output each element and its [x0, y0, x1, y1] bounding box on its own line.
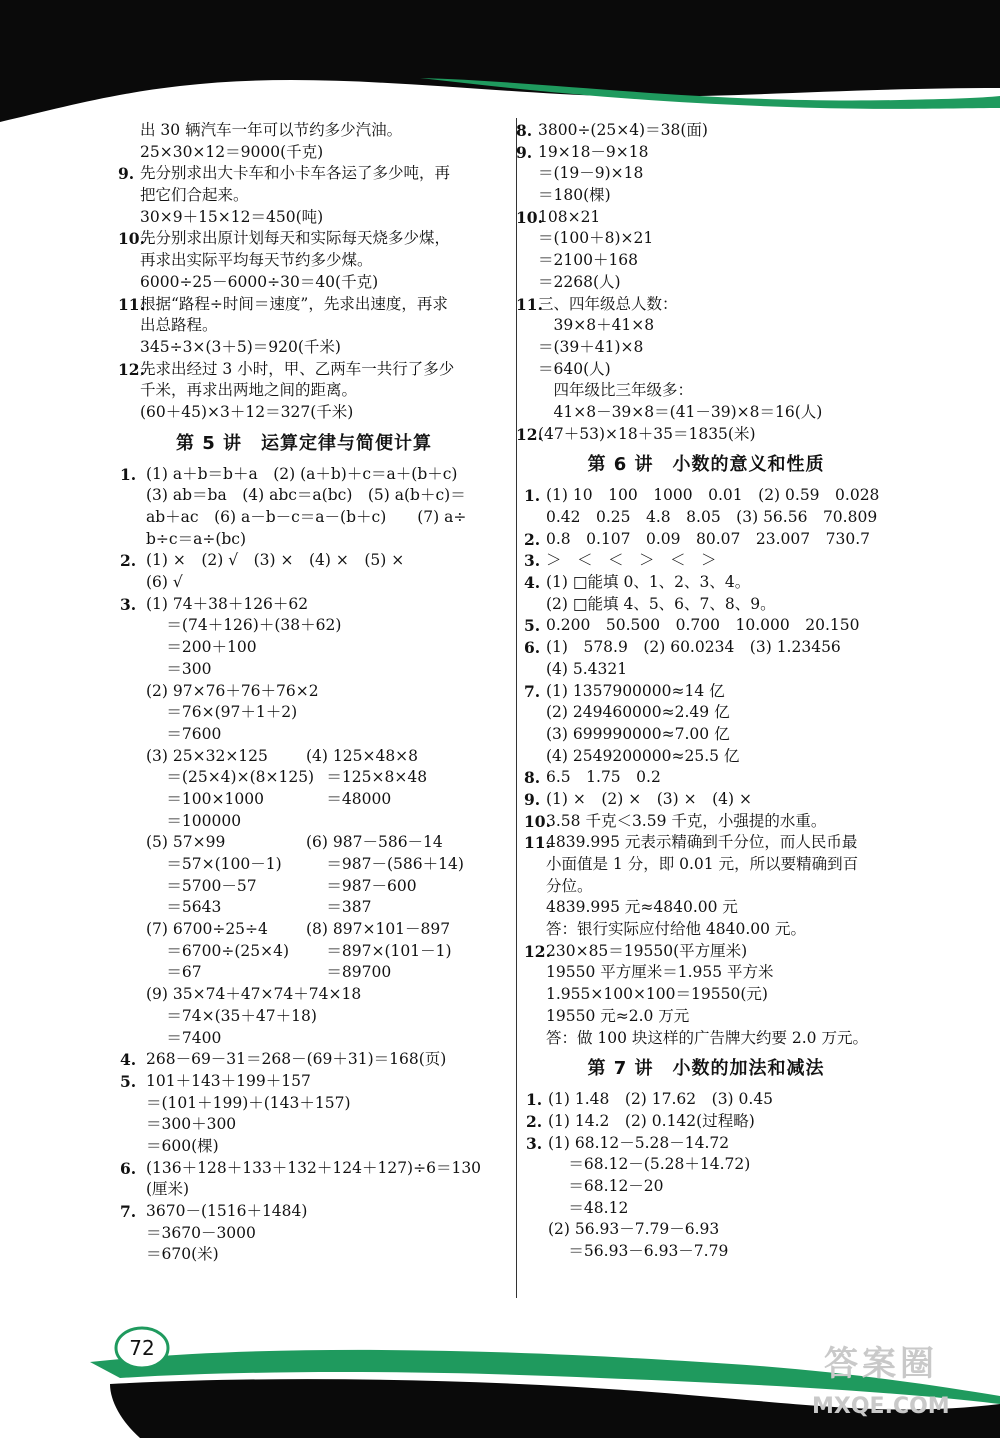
answer-text: 出总路程。: [140, 316, 218, 335]
answer-line: [516, 185, 896, 207]
answer-text: ＝2100＋168: [538, 251, 639, 270]
answer-line: [100, 142, 508, 164]
answer-text: ＝5700－57: [146, 876, 257, 895]
answer-line: [516, 962, 896, 984]
answer-line: [516, 315, 896, 337]
answer-line: [516, 120, 896, 142]
answer-text: ＝(25×4)×(8×125): [146, 768, 315, 787]
answer-line: [100, 832, 508, 854]
right-lines-part2: [516, 485, 896, 1049]
answer-line: [100, 876, 508, 898]
answer-text: (136＋128＋133＋132＋124＋127)÷6＝130: [146, 1158, 482, 1177]
answer-line: [516, 228, 896, 250]
answer-text: ab＋ac (6) a－b－c＝a－(b＋c) (7) a÷: [146, 508, 467, 526]
answer-line: [516, 1176, 896, 1198]
answer-text: ＝57×(100－1): [146, 855, 282, 873]
answer-line: [100, 1201, 508, 1223]
question-number: 11.: [516, 294, 543, 314]
answer-text: 4839.995 元表示精确到千分位，而人民币最: [546, 833, 858, 852]
answer-line: [100, 1049, 508, 1071]
answer-text: ＝(101＋199)＋(143＋157): [146, 1093, 351, 1112]
answer-line: [100, 724, 508, 746]
answer-text: ＝56.93－6.93－7.79: [548, 1242, 729, 1260]
answer-line: [100, 746, 508, 768]
answer-text: (1) a＋b＝b＋a (2) (a＋b)＋c＝a＋(b＋c): [146, 464, 458, 483]
answer-text: 三、四年级总人数：: [538, 294, 678, 313]
answer-line: [516, 724, 896, 746]
answer-line: [100, 1114, 508, 1136]
answer-text: ＝200＋100: [146, 638, 257, 657]
answer-line: [516, 984, 896, 1006]
answer-text: ＝300＋300: [146, 1115, 237, 1134]
answer-text: 101＋143＋199＋157: [146, 1071, 311, 1090]
answer-text: ＝48.12: [548, 1198, 629, 1217]
answer-line: [100, 1006, 508, 1028]
answer-line: [100, 789, 508, 811]
answer-text: 把它们合起来。: [140, 186, 249, 205]
answer-text: ＝(100＋8)×21: [538, 229, 654, 248]
question-number: 6.: [524, 638, 541, 658]
answer-line: [516, 1089, 896, 1111]
answer-text: 3.58 千克＜3.59 千克，小强提的水重。: [546, 811, 827, 830]
answer-line: [516, 1154, 896, 1176]
answer-line: [516, 485, 896, 507]
answer-text: ＝100000: [146, 811, 242, 830]
question-number: 9.: [118, 164, 135, 184]
answer-text: 先分别求出原计划每天和实际每天烧多少煤，: [140, 229, 451, 248]
answer-text: 19550 元≈2.0 万元: [546, 1006, 690, 1025]
answer-text: ＝3670－3000: [146, 1223, 256, 1242]
answer-text: ＝68.12－20: [548, 1176, 664, 1195]
question-number: 11.: [118, 294, 145, 314]
answer-line: [100, 659, 508, 681]
question-number: 8.: [516, 121, 533, 140]
answer-text: (47＋53)×18＋35＝1835(米): [538, 424, 756, 443]
question-number: 4.: [524, 573, 541, 593]
answer-line: [100, 507, 508, 529]
answer-line: [516, 572, 896, 594]
answer-text: ＝7400: [146, 1028, 222, 1047]
answer-line: [100, 767, 508, 789]
answer-line: [100, 272, 508, 294]
question-number: 1.: [526, 1090, 543, 1110]
question-number: 10.: [118, 229, 145, 249]
answer-text: ＝300: [146, 659, 212, 678]
answer-text: ＝(39＋41)×8: [538, 337, 644, 356]
answer-line: [100, 1136, 508, 1158]
answer-text-right: (6) 987－586－14: [306, 833, 443, 852]
answer-text: (1) × (2) × (3) × (4) ×: [546, 789, 752, 808]
answer-text-right: ＝987－600: [306, 876, 417, 895]
answer-line: [516, 919, 896, 941]
answer-line: [516, 529, 896, 551]
answer-text: 分位。: [546, 876, 593, 895]
answer-line: [516, 832, 896, 854]
answer-text: 4839.995 元≈4840.00 元: [546, 898, 738, 917]
answer-line: [100, 1093, 508, 1115]
answer-text: ＝(74＋126)＋(38＋62): [146, 616, 342, 635]
answer-line: [100, 702, 508, 724]
answer-line: [100, 337, 508, 359]
answer-line: [516, 876, 896, 898]
answer-text: 0.42 0.25 4.8 8.05 (3) 56.56 70.809: [546, 508, 878, 526]
answer-text: ＝640(人): [538, 359, 611, 378]
answer-text: 25×30×12＝9000(千克): [140, 142, 324, 161]
answer-text: 小面值是 1 分，即 0.01 元，所以要精确到百: [546, 855, 859, 873]
answer-line: [516, 272, 896, 294]
answer-text: 答：银行实际应付给他 4840.00 元。: [546, 920, 806, 939]
answer-line: [516, 811, 896, 833]
question-number: 2.: [120, 551, 137, 571]
answer-text: (1) 68.12－5.28－14.72: [548, 1133, 730, 1152]
answer-line: [100, 962, 508, 984]
answer-text: ＝670(米): [146, 1245, 219, 1264]
answer-text: 根据“路程÷时间＝速度”，先求出速度，再求: [140, 294, 448, 313]
answer-line: [100, 402, 508, 424]
answer-text: (1) × (2) √ (3) × (4) × (5) ×: [146, 551, 405, 570]
answer-text: (60＋45)×3＋12＝327(千米): [140, 402, 354, 421]
answer-text: (3) ab＝ba (4) abc＝a(bc) (5) a(b＋c)＝: [146, 486, 466, 505]
answer-line: [516, 897, 896, 919]
answer-line: [100, 185, 508, 207]
section-heading-lecture-7: 第 7 讲 小数的加法和减法: [587, 1058, 825, 1080]
answer-line: [516, 789, 896, 811]
answer-line: [100, 380, 508, 402]
answer-line: [100, 1223, 508, 1245]
answer-text: ＝180(棵): [538, 186, 611, 205]
question-number: 7.: [120, 1202, 137, 1221]
answer-line: [516, 681, 896, 703]
question-number: 2.: [524, 529, 541, 549]
answer-line: [516, 207, 896, 229]
left-lines-part2: [100, 464, 508, 1266]
answer-line: [100, 941, 508, 963]
answer-text: (7) 6700÷25÷4: [146, 920, 268, 939]
right-column: [516, 120, 896, 1263]
answer-line: [100, 294, 508, 316]
answer-line: [516, 142, 896, 164]
answer-text-right: (8) 897×101－897: [306, 920, 451, 939]
answer-text: (3) 25×32×125: [146, 746, 268, 765]
answer-line: [516, 1198, 896, 1220]
answer-line: [100, 464, 508, 486]
answer-text: 答：做 100 块这样的广告牌大约要 2.0 万元。: [546, 1028, 868, 1047]
answer-line: [100, 572, 508, 594]
answer-text: ＝5643: [146, 898, 222, 917]
answer-text: ＝(19－9)×18: [538, 164, 644, 183]
answer-line: [100, 1244, 508, 1266]
answer-text: ＝76×(97＋1＋2): [146, 703, 298, 722]
answer-text: 3800÷(25×4)＝38(面): [538, 121, 708, 139]
answer-line: [100, 485, 508, 507]
question-number: 2.: [526, 1111, 543, 1131]
answer-text: 1.955×100×100＝19550(元): [546, 985, 768, 1004]
answer-line: [516, 507, 896, 529]
answer-text: (1) 1357900000≈14 亿: [546, 681, 725, 700]
answer-text: (厘米): [146, 1180, 190, 1199]
question-number: 9.: [516, 142, 533, 162]
answer-line: [100, 1028, 508, 1050]
answer-text: (4) 2549200000≈25.5 亿: [546, 746, 740, 765]
answer-text: (6) √: [146, 573, 183, 592]
answer-line: [516, 659, 896, 681]
left-column: [100, 120, 508, 1266]
answer-line: [516, 1133, 896, 1155]
answer-line: [100, 529, 508, 551]
watermark-url: MXQE.COM: [812, 1394, 950, 1419]
answer-line: [516, 1028, 896, 1050]
question-number: 12.: [118, 359, 145, 379]
answer-text: 268－69－31＝268－(69＋31)＝168(页): [146, 1050, 447, 1069]
answer-line: [516, 637, 896, 659]
question-number: 9.: [524, 789, 541, 809]
answer-text: (5) 57×99: [146, 833, 226, 852]
answer-text: (3) 699990000≈7.00 亿: [546, 724, 730, 743]
answer-line: [100, 681, 508, 703]
question-number: 6.: [120, 1158, 137, 1178]
answer-text: ＝2268(人): [538, 272, 621, 291]
question-number: 12.: [516, 424, 543, 444]
answer-line: [516, 337, 896, 359]
answer-text: (1) 1.48 (2) 17.62 (3) 0.45: [548, 1090, 774, 1109]
answer-text: (9) 35×74＋47×74＋74×18: [146, 985, 362, 1004]
answer-text-right: ＝897×(101－1): [306, 941, 452, 960]
answer-line: [516, 1241, 896, 1263]
answer-text: 四年级比三年级多：: [538, 381, 694, 400]
answer-line: [100, 811, 508, 833]
answer-line: [100, 854, 508, 876]
answer-text: ＝68.12－(5.28＋14.72): [548, 1155, 751, 1174]
answer-line: [100, 1071, 508, 1093]
answer-text: 出 30 辆汽车一年可以节约多少汽油。: [140, 121, 403, 139]
answer-text-right: ＝125×8×48: [306, 768, 428, 787]
question-number: 1.: [524, 486, 541, 506]
answer-text: 41×8－39×8＝(41－39)×8＝16(人): [538, 402, 823, 421]
answer-text: 3670－(1516＋1484): [146, 1202, 308, 1220]
answer-text-right: (4) 125×48×8: [306, 746, 419, 765]
answer-line: [516, 359, 896, 381]
answer-line: [100, 359, 508, 381]
left-lines-part1: [100, 120, 508, 424]
answer-text: 0.200 50.500 0.700 10.000 20.150: [546, 616, 860, 635]
answer-line: [100, 919, 508, 941]
section-heading-lecture-6: 第 6 讲 小数的意义和性质: [587, 454, 825, 476]
answer-text: ＝600(棵): [146, 1136, 219, 1155]
answer-line: [516, 702, 896, 724]
answer-line: [100, 228, 508, 250]
answer-line: [516, 250, 896, 272]
answer-text: ＝67: [146, 963, 202, 982]
answer-line: [100, 1179, 508, 1201]
answer-line: [516, 163, 896, 185]
answer-line: [516, 941, 896, 963]
right-lines-part1: [516, 120, 896, 445]
question-number: 11.: [524, 833, 551, 853]
question-number: 3.: [526, 1133, 543, 1153]
question-number: 10.: [524, 811, 551, 831]
answer-text: 6.5 1.75 0.2: [546, 768, 661, 787]
answer-text: 230×85＝19550(平方厘米): [546, 941, 748, 960]
watermark: [812, 1336, 992, 1432]
question-number: 1.: [120, 464, 137, 484]
answer-line: [100, 207, 508, 229]
answer-line: [100, 163, 508, 185]
answer-line: [100, 250, 508, 272]
answer-text: ＝7600: [146, 724, 222, 743]
question-number: 12.: [524, 941, 551, 961]
top-decoration: [0, 0, 1000, 130]
answer-text-right: ＝387: [306, 898, 372, 917]
answer-text: (4) 5.4321: [546, 659, 628, 678]
answer-text: 6000÷25－6000÷30＝40(千克): [140, 272, 379, 291]
question-number: 3.: [120, 594, 137, 614]
question-number: 5.: [524, 616, 541, 636]
answer-line: [516, 767, 896, 789]
answer-text: (2) 249460000≈2.49 亿: [546, 703, 730, 722]
answer-text: (2) 97×76＋76＋76×2: [146, 681, 319, 700]
answer-text: 345÷3×(3＋5)＝920(千米): [140, 337, 341, 356]
right-lines-part3: [516, 1089, 896, 1263]
answer-line: [100, 984, 508, 1006]
answer-text: ＞ ＜ ＜ ＞ ＜ ＞: [546, 551, 717, 570]
question-number: 10.: [516, 207, 543, 227]
answer-line: [516, 294, 896, 316]
answer-line: [100, 315, 508, 337]
section-heading-lecture-5: 第 5 讲 运算定律与简便计算: [175, 432, 433, 454]
answer-text: (1) 14.2 (2) 0.142(过程略): [548, 1111, 755, 1130]
answer-line: [516, 594, 896, 616]
question-number: 7.: [524, 681, 541, 701]
answer-text: 先分别求出大卡车和小卡车各运了多少吨，再: [140, 164, 451, 183]
answer-line: [100, 594, 508, 616]
answer-line: [100, 897, 508, 919]
answer-text: b÷c＝a÷(bc): [146, 529, 247, 548]
answer-text: ＝100×1000: [146, 789, 264, 808]
answer-line: [516, 1111, 896, 1133]
answer-line: [100, 615, 508, 637]
answer-text: 39×8＋41×8: [538, 316, 655, 335]
answer-text: ＝6700÷(25×4): [146, 941, 290, 960]
answer-line: [516, 1219, 896, 1241]
answer-text: 千米，再求出两地之间的距离。: [140, 381, 358, 400]
answer-text-right: ＝89700: [306, 963, 392, 982]
answer-text: (1) 10 100 1000 0.01 (2) 0.59 0.028: [546, 486, 880, 505]
answer-text-right: ＝48000: [306, 789, 392, 808]
answer-line: [516, 550, 896, 572]
watermark-logo: 答案圈: [824, 1344, 938, 1384]
answer-text: (1) □能填 0、1、2、3、4。: [546, 573, 751, 592]
page-number: 72: [129, 1336, 155, 1360]
question-number: 5.: [120, 1071, 137, 1091]
answer-text: 19×18－9×18: [538, 142, 649, 161]
answer-line: [516, 380, 896, 402]
answer-line: [516, 746, 896, 768]
answer-line: [100, 120, 508, 142]
answer-text: 再求出实际平均每天节约多少煤。: [140, 251, 373, 270]
answer-text: 先求出经过 3 小时，甲、乙两车一共行了多少: [140, 359, 455, 378]
answer-text: 108×21: [538, 207, 601, 226]
answer-text: (1) 578.9 (2) 60.0234 (3) 1.23456: [546, 638, 841, 657]
answer-text: (2) □能填 4、5、6、7、8、9。: [546, 594, 776, 613]
answer-line: [100, 637, 508, 659]
question-number: 4.: [120, 1050, 137, 1070]
answer-line: [516, 615, 896, 637]
answer-text: (2) 56.93－7.79－6.93: [548, 1220, 720, 1239]
answer-text: 0.8 0.107 0.09 80.07 23.007 730.7: [546, 529, 871, 548]
question-number: 8.: [524, 768, 541, 788]
question-number: 3.: [524, 551, 541, 571]
answer-text: (1) 74＋38＋126＋62: [146, 594, 309, 613]
answer-text-right: ＝987－(586＋14): [306, 855, 464, 873]
answer-line: [100, 1158, 508, 1180]
answer-text: 30×9＋15×12＝450(吨): [140, 207, 324, 226]
answer-line: [516, 1006, 896, 1028]
answer-line: [100, 550, 508, 572]
answer-line: [516, 402, 896, 424]
answer-text: 19550 平方厘米＝1.955 平方米: [546, 963, 774, 982]
answer-line: [516, 854, 896, 876]
answer-line: [516, 424, 896, 446]
answer-text: ＝74×(35＋47＋18): [146, 1006, 317, 1025]
